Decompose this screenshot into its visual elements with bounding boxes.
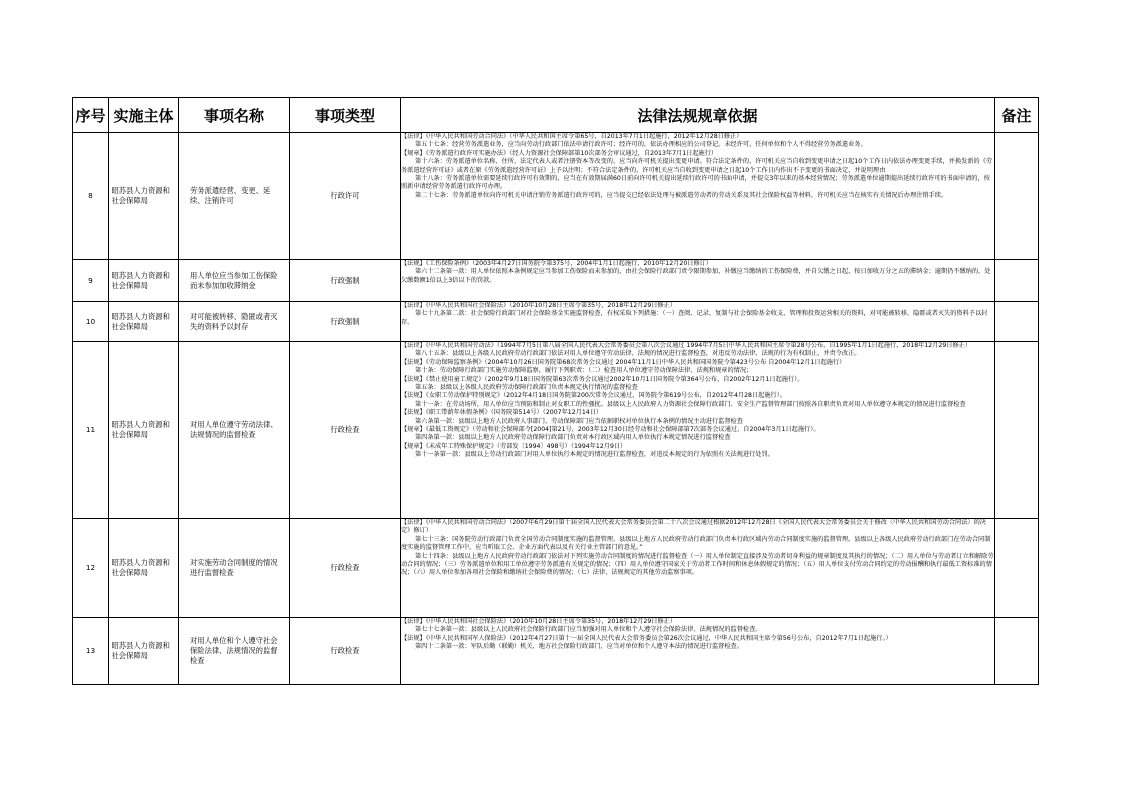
basis-line: 【法规】《女职工劳动保护特别规定》（2012年4月18日国务院第200次常务会议通过，国务院令第619号公布，自2012年4月28日起施行）。 [401, 392, 786, 400]
basis-line: 第四条第一款：县级以上地方人民政府劳动保障行政部门负责对本行政区域内用人单位执行本规定情况进行监督检查 [415, 434, 731, 442]
basis-line: 第七十七条第一款：县级以上人民政府社会保险行政部门应当加强对用人单位和个人遵守社会保险法律、法规情况的监督检查。 [415, 626, 762, 634]
basis-line: 第八十五条：县级以上各级人民政府劳动行政部门依法对用人单位遵守劳动法律、法规的情况进行监督检查，对违反劳动法律、法规的行为有权制止，并责令改正。 [415, 350, 861, 358]
table-row [73, 342, 1039, 519]
basis-line: 【法律】《中华人民共和国劳动法》（1994年7月5日第八届全国人民代表大会常务委员会第八次会议通过 1994年7月5日中华人民共和国主席令第28号公布，自1995年1月1日起施行，2018年12月29日修正） [401, 342, 972, 349]
row-basis-cell [401, 618, 995, 685]
table-row [73, 302, 1039, 342]
basis-line: 第七十四条：县级以上地方人民政府劳动行政部门依法对下列实施劳动合同制度的情况进行监督检查（一）用人单位制定直接涉及劳动者切身利益的规章制度及其执行的情况；（二）用人单位与劳动者订立和解除劳动合同的情况；（三）劳务派遣单位和用工单位遵守劳务派遣有关规定的情况；（四）用人单位遵守国家关于劳动者工作时间和休息休假规定的情况；（五）用人单位支付劳动合同约定的劳动报酬和执行最低工资标准的情况；（六）用人单位参加各项社会保险和缴纳社会保险费的情况；（七）法律、法规规定的其他劳动监察事项。 [401, 552, 994, 577]
header-row [73, 98, 1039, 133]
row-remark [995, 302, 1039, 342]
row-item-type: 行政检查 [330, 563, 360, 572]
row-seq-cell [73, 260, 109, 302]
basis-line: 第七十三条：国务院劳动行政部门负责全国劳动合同制度实施的监督管理。县级以上地方人民政府劳动行政部门负责本行政区域内劳动合同制度实施的监督管理。县级以上各级人民政府劳动行政部门在劳动合同制度实施的监督管理工作中，应当听取工会、企业方面代表以及有关行业主管部门的意见。” [401, 535, 991, 552]
table-row [73, 133, 1039, 260]
row-item-name: 劳务派遣经营、变更、延续、注销许可 [190, 186, 271, 205]
items-table [72, 97, 1039, 685]
row-basis-cell [401, 133, 995, 260]
row-item-name-cell [179, 519, 290, 618]
basis-line: 【规章】《最低工资规定》（劳动和社会保障部令[2004]第21号，2003年12月30日经劳动和社会保障部第7次部务会议通过，自2004年3月1日起施行）。 [401, 426, 820, 434]
row-remark [995, 618, 1039, 685]
row-item-name-cell [179, 260, 290, 302]
row-item-type-cell [290, 302, 401, 342]
basis-line: 第十一条：在劳动场所，用人单位应当预防和制止对女职工的性骚扰。县级以上人民政府人力资源社会保障行政部门、安全生产监督管理部门按照各自职责负责对用人单位遵守本规定的情况进行监督检查 [415, 400, 966, 408]
row-seq-cell [73, 302, 109, 342]
basis-line: 【法律】《中华人民共和国劳动合同法》（2007年6月29日第十届全国人民代表大会常务委员会第二十八次会议通过根据2012年12月28日《全国人民代表大会常务委员会关于修改〈中华人民共和国劳动合同法〉的决定》修订） [401, 519, 986, 535]
row-item-name: 对用人单位和个人遵守社会保险法律、法规情况的监督检查 [190, 636, 278, 665]
row-item-type: 行政检查 [330, 425, 360, 434]
row-subject-cell [109, 342, 179, 519]
row-item-type-cell [290, 342, 401, 519]
row-item-type: 行政强制 [330, 275, 360, 285]
row-item-type-cell [290, 618, 401, 685]
basis-line: 【规章】《未成年工特殊保护规定》（劳部发〔1994〕498号）（1994年12月9日） [401, 442, 627, 450]
basis-line: 第十八条：劳务派遣单位需要延续行政许可有效期的，应当在有效期届满60日前向许可机关提出延续行政许可的书面申请，并提交3年以来的基本经营情况；劳务派遣单位逾期提出延续行政许可的书面申请的，按照新申请经营劳务派遣行政许可办理。 [401, 175, 990, 191]
row-seq: 11 [85, 425, 96, 434]
basis-line: 第七十九条第二款：社会保险行政部门对社会保险基金实施监督检查，有权采取下列措施：（一）查阅、记录、复制与社会保险基金收支、管理和投资运营相关的资料，对可能被转移、隐匿或者灭失的资料予以封存。 [401, 310, 988, 326]
row-subject-cell [109, 260, 179, 302]
table-row [73, 260, 1039, 302]
row-basis-cell [401, 302, 995, 342]
row-remark [995, 133, 1039, 260]
table-row [73, 519, 1039, 618]
basis-line: 【法规】《中华人民共和国军人保险法》（2012年4月27日第十一届全国人民代表大会常务委员会第26次会议通过，中华人民共和国主席令第56号公布，自2012年7月1日起施行。） [401, 634, 892, 642]
row-seq: 9 [88, 275, 93, 285]
row-remark [995, 519, 1039, 618]
row-seq: 13 [85, 646, 96, 655]
basis-line: 【法规】《工伤保险条例》（2003年4月27日国务院令第375号，2004年1月1日起施行，2010年12月20日修订） [401, 260, 713, 267]
row-item-type-cell [290, 133, 401, 260]
basis-line: 第五十七条：经营劳务派遣业务，应当向劳动行政部门依法申请行政许可；经许可的，依法办理相应的公司登记。未经许可，任何单位和个人不得经营劳务派遣业务。 [415, 141, 867, 149]
row-seq-cell [73, 133, 109, 260]
row-subject-cell [109, 302, 179, 342]
basis-line: 第十六条：劳务派遣单位名称、住所、法定代表人或者注册资本等改变的，应当向许可机关提出变更申请。符合法定条件的，许可机关应当自收到变更申请之日起10个工作日内依法办理变更手续，并换发新的《劳务派遣经营许可证》或者在原《劳务派遣经营许可证》上予以注明；不符合法定条件的，许可机关应当自收到变更申请之日起10个工作日内作出不予变更的书面决定，并说明理由 [401, 158, 993, 174]
row-item-name: 对用人单位遵守劳动法律、法规情况的监督检查 [190, 420, 278, 439]
row-subject-cell [109, 519, 179, 618]
row-item-name: 对可能被转移、隐匿或者灭失的资料予以封存 [190, 311, 278, 331]
row-item-name-cell [179, 342, 290, 519]
row-subject: 昭苏县人力资源和社会保障局 [111, 311, 170, 331]
row-seq-cell [73, 618, 109, 685]
row-seq: 10 [85, 316, 96, 326]
basis-line: 第十一条第一款：县级以上劳动行政部门对用人单位执行本规定的情况进行监督检查，对违反本规定的行为依照有关法规进行处罚。 [415, 451, 774, 459]
row-item-name: 对实施劳动合同制度的情况进行监督检查 [190, 558, 278, 577]
row-item-name-cell [179, 618, 290, 685]
basis-line: 第六十二条第一款：用人单位依照本条例规定应当参加工伤保险而未参加的，由社会保险行政部门责令限期参加，补缴应当缴纳的工伤保险费，并自欠缴之日起，按日加收万分之五的滞纳金；逾期仍不缴纳的，处欠缴数额1倍以上3倍以下的罚款。 [401, 268, 991, 284]
basis-line: 【法律】《中华人民共和国社会保险法》（2010年10月28日主席令第35号，2018年12月29日修正） [401, 618, 677, 625]
basis-line: 【法规】《职工带薪年休假条例》（国务院第514号）（2007年12月14日） [401, 409, 603, 417]
row-seq: 12 [85, 563, 96, 572]
row-remark [995, 260, 1039, 302]
row-subject-cell [109, 133, 179, 260]
basis-line: 【法规】《禁止使用童工规定》（2002年9月18日国务院第63次常务会议通过2002年10月1日国务院令第364号公布，自2002年12月1日起施行）。 [401, 375, 804, 383]
row-subject: 昭苏县人力资源和社会保障局 [111, 558, 170, 577]
header-item-type: 事项类型 [290, 98, 401, 133]
header-subject: 实施主体 [109, 98, 179, 133]
row-subject: 昭苏县人力资源和社会保障局 [111, 420, 170, 439]
row-item-name-cell [179, 302, 290, 342]
table-body [73, 133, 1039, 685]
header-seq: 序号 [73, 98, 109, 133]
basis-line: 【法规】《劳动保障监察条例》（2004年10月26日国务院第68次常务会议通过 2004年11月1日中华人民共和国国务院令第423号公布 自2004年12月1日起施行） [401, 358, 846, 366]
row-item-name-cell [179, 133, 290, 260]
basis-line: 第五条：县级以上各级人民政府劳动保障行政部门负责本规定执行情况的监督检查 [415, 384, 638, 392]
basis-line: 【法律】《中华人民共和国劳动合同法》（中华人民共和国主席令第65号，自2013年7月1日起施行，2012年12月28日修正） [401, 133, 743, 140]
basis-line: 第六条第一款：县级以上地方人民政府人事部门、劳动保障部门应当依据职权对单位执行本条例的情况主动进行监督检查 [415, 417, 743, 425]
basis-line: 第十条：劳动保障行政部门实施劳动保障监察，履行下列职责：（二）检查用人单位遵守劳动保障法律、法规和规章的情况； [415, 367, 753, 375]
row-basis-cell [401, 519, 995, 618]
row-item-type: 行政强制 [330, 316, 360, 326]
basis-line: 第二十七条：劳务派遣单位向许可机关申请注销劳务派遣行政许可的，应当提交已经依法处理与被派遣劳动者的劳动关系及其社会保险权益等材料，许可机关应当在核实有关情况后办理注销手续。 [415, 191, 948, 199]
row-subject: 昭苏县人力资源和社会保障局 [111, 186, 170, 205]
row-item-type-cell [290, 260, 401, 302]
basis-line: 【规章】《劳务派遣行政许可实施办法》（经人力资源社会保障部第10次部务会审议通过，自2013年7月1日起施行） [401, 149, 718, 157]
table-row [73, 618, 1039, 685]
row-basis-cell [401, 342, 995, 519]
row-item-name: 用人单位应当参加工伤保险而未参加加收滞纳金 [190, 270, 278, 290]
basis-line: 【法律】《中华人民共和国社会保险法》（2010年10月28日主席令第35号，2018年12月29日修正） [401, 302, 677, 309]
row-remark [995, 342, 1039, 519]
row-seq-cell [73, 519, 109, 618]
row-item-type: 行政检查 [330, 646, 360, 655]
row-seq: 8 [88, 191, 93, 200]
header-remark: 备注 [995, 98, 1039, 133]
row-item-type: 行政许可 [330, 191, 360, 200]
row-subject: 昭苏县人力资源和社会保障局 [111, 641, 170, 660]
row-subject: 昭苏县人力资源和社会保障局 [111, 270, 170, 290]
row-seq-cell [73, 342, 109, 519]
row-basis-cell [401, 260, 995, 302]
header-item-name: 事项名称 [179, 98, 290, 133]
row-item-type-cell [290, 519, 401, 618]
header-basis: 法律法规规章依据 [401, 98, 995, 133]
row-subject-cell [109, 618, 179, 685]
basis-line: 第四十二条第一款：军队后勤（联勤）机关、地方社会保险行政部门，应当对单位和个人遵守本法的情况进行监督检查。 [415, 643, 743, 651]
